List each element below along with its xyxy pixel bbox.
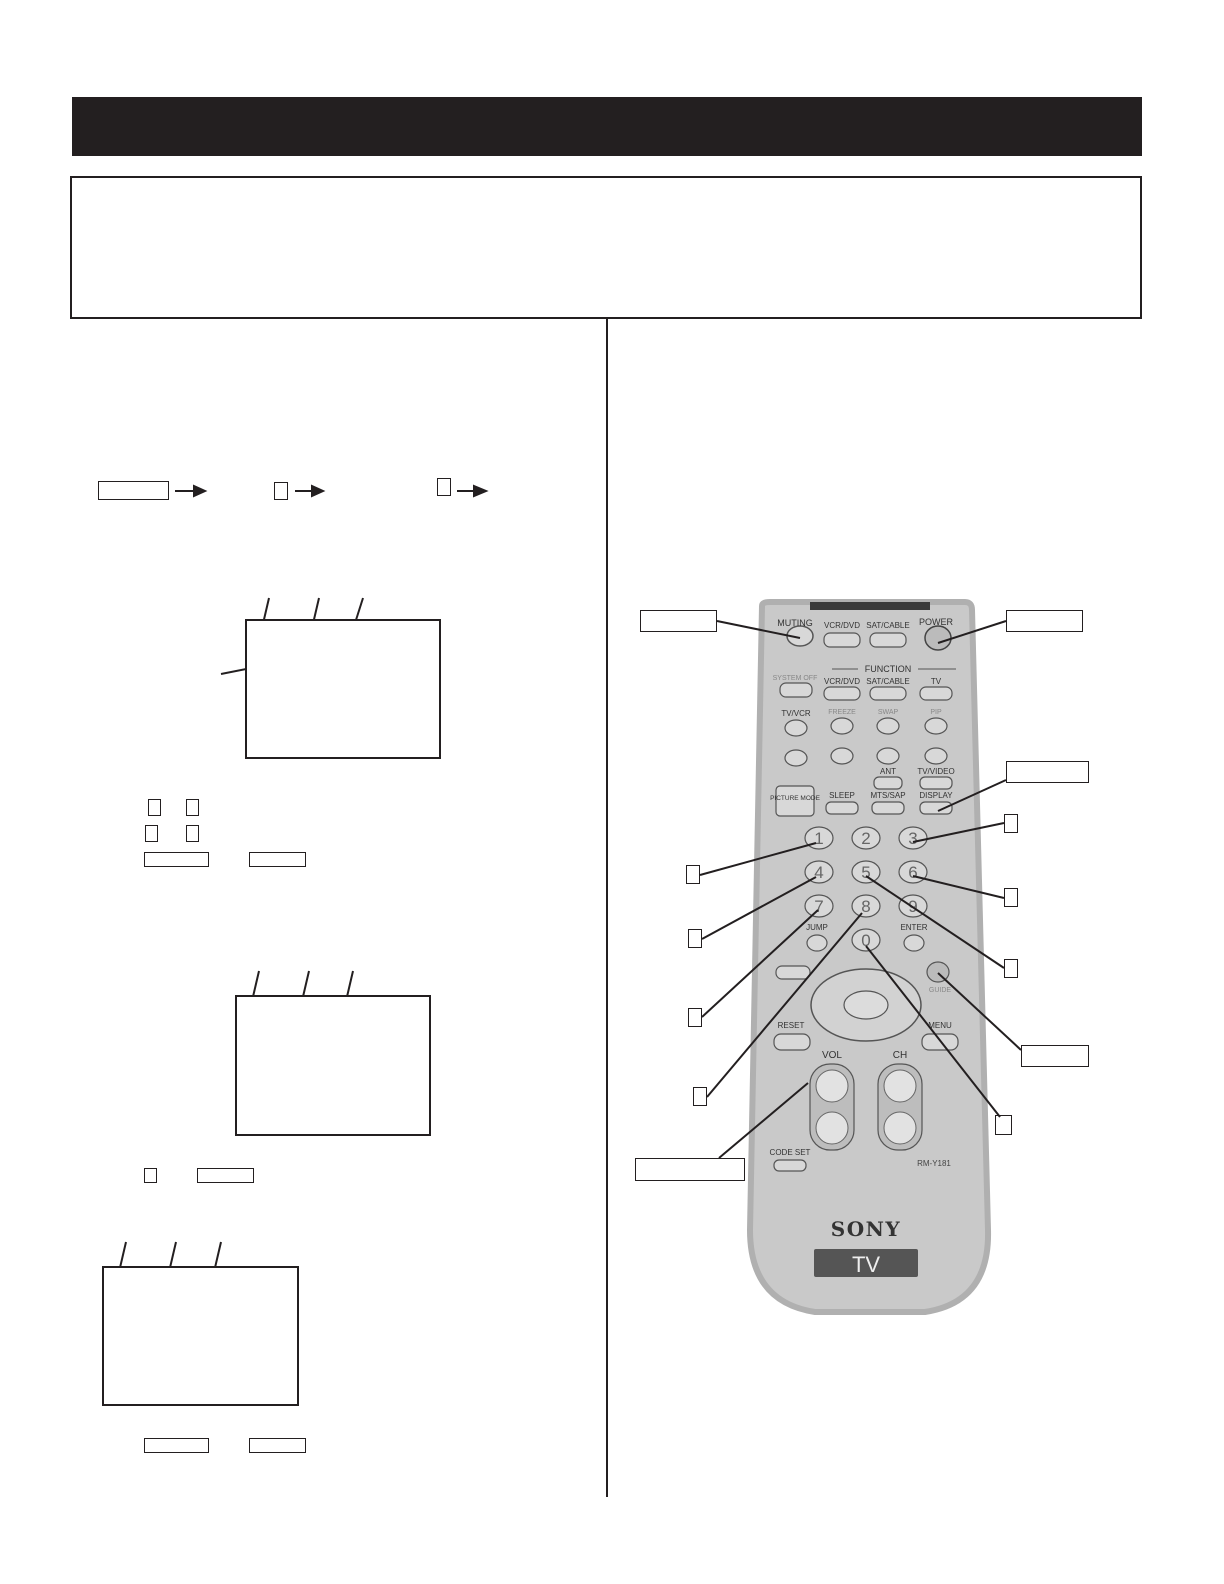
tv-video-button	[920, 777, 952, 789]
num-5-label: 5	[861, 863, 871, 882]
tv-badge-label: TV	[851, 1252, 881, 1277]
muting-button	[787, 626, 813, 646]
sat-cable-button	[870, 633, 906, 647]
function-sat-cable-button	[870, 687, 906, 700]
remote-control-illustration	[620, 590, 1120, 1330]
vcr-dvd-button	[824, 633, 860, 647]
tv-video-label: TV/VIDEO	[917, 767, 955, 776]
play-button	[877, 718, 899, 734]
menu-button	[922, 1034, 958, 1050]
num-9-label: 9	[908, 897, 918, 916]
sat-cable-label: SAT/CABLE	[866, 621, 910, 630]
reset-button	[774, 1034, 810, 1050]
tv-screen-diagram	[102, 1266, 299, 1406]
vcr-dvd-label: VCR/DVD	[823, 621, 861, 630]
brand-logo: SONY	[830, 1217, 902, 1241]
display-label: DISPLAY	[919, 791, 953, 800]
function-vcr-dvd-label: VCR/DVD	[823, 677, 861, 686]
power-button	[925, 626, 951, 650]
function-label: FUNCTION	[864, 664, 912, 674]
column-divider	[606, 319, 608, 1497]
enter-button	[904, 935, 924, 951]
display-button	[920, 802, 952, 814]
system-off-label: SYSTEM OFF	[772, 675, 818, 682]
pause-button	[877, 748, 899, 764]
tv-screen-diagram	[245, 619, 441, 759]
volume-down-button	[816, 1112, 848, 1144]
key-box	[186, 825, 199, 842]
sleep-label: SLEEP	[829, 791, 855, 800]
freeze-label: FREEZE	[828, 709, 856, 716]
muting-label: MUTING	[777, 618, 813, 628]
num-4-label: 4	[814, 863, 824, 882]
key-box-wide	[144, 1438, 209, 1453]
code-set-label: CODE SET	[769, 1148, 811, 1157]
key-box	[148, 799, 161, 816]
jump-button	[807, 935, 827, 951]
menu-label: MENU	[928, 1021, 952, 1030]
picture-mode-label: PICTURE MODE	[770, 795, 820, 802]
key-sequence-step-1	[274, 482, 288, 500]
tv-screen-diagram	[235, 995, 431, 1136]
ant-label: ANT	[880, 767, 896, 776]
ant-button	[874, 777, 902, 789]
vol-label: VOL	[821, 1050, 843, 1061]
channel-down-button	[884, 1112, 916, 1144]
ch-label: CH	[892, 1050, 908, 1061]
num-1-label: 1	[814, 829, 824, 848]
key-box-wide	[197, 1168, 254, 1183]
num-3-label: 3	[908, 829, 918, 848]
record-button	[925, 748, 947, 764]
reset-label: RESET	[777, 1021, 805, 1030]
power-label: POWER	[918, 617, 954, 627]
system-off-button	[780, 683, 812, 697]
function-vcr-dvd-button	[824, 687, 860, 700]
guide-button	[927, 962, 949, 982]
key-box	[145, 825, 158, 842]
guide-label: GUIDE	[928, 987, 952, 994]
num-8-label: 8	[861, 897, 871, 916]
num-7-label: 7	[814, 897, 824, 916]
key-box-wide	[249, 852, 306, 867]
swap-label: SWAP	[877, 709, 899, 716]
fast-forward-button	[925, 718, 947, 734]
navigation-select-button	[844, 991, 888, 1019]
tv-vcr-button	[785, 720, 807, 736]
key-box	[144, 1168, 157, 1183]
section-title-bar	[72, 97, 1142, 156]
enter-label: ENTER	[900, 923, 928, 932]
tv-sat-button	[776, 966, 810, 979]
pip-label: PIP	[930, 709, 942, 716]
num-2-label: 2	[861, 829, 871, 848]
key-sequence-start	[98, 481, 169, 500]
rewind-button	[831, 718, 853, 734]
tv-vcr-label: TV/VCR	[781, 709, 811, 718]
intro-box	[70, 176, 1142, 319]
key-sequence-step-2	[437, 478, 451, 496]
key-box-wide	[144, 852, 209, 867]
sleep-button	[826, 802, 858, 814]
model-number: RM-Y181	[917, 1159, 951, 1168]
mts-sap-button	[872, 802, 904, 814]
function-sat-cable-label: SAT/CABLE	[866, 677, 910, 686]
mts-sap-label: MTS/SAP	[870, 791, 906, 800]
volume-up-button	[816, 1070, 848, 1102]
stop-button	[831, 748, 853, 764]
function-tv-button	[920, 687, 952, 700]
num-0-label: 0	[861, 931, 871, 950]
key-box-wide	[249, 1438, 306, 1453]
channel-up-button	[884, 1070, 916, 1102]
key-box	[186, 799, 199, 816]
function-tv-label: TV	[930, 677, 942, 686]
code-set-button	[774, 1160, 806, 1171]
jump-label: JUMP	[806, 923, 828, 932]
num-6-label: 6	[908, 863, 918, 882]
channel-minus-button	[785, 750, 807, 766]
